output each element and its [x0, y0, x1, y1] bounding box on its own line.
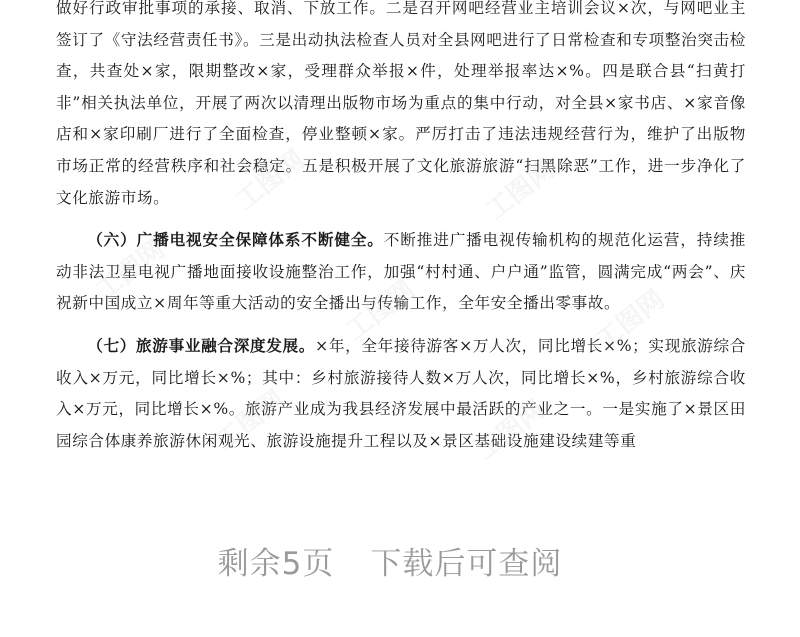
section-body-tourism: ×年，全年接待游客×万人次，同比增长×%；实现旅游综合收入×万元，同比增长×%；其中：乡村旅游接待人数×万人次，同比增长×%，乡村旅游综合收入×万元，同比增长×%。旅游产业成为我县经济发展中最活跃的产业之一。一是实施了×景区田园综合体康养旅游休闲观光、旅游设施提升工程以及×景区基础设施建设续建等重: [56, 336, 746, 450]
remaining-pages-count: 剩余5页: [217, 546, 335, 582]
section-heading-tourism: （七）旅游事业融合深度发展。: [87, 335, 316, 355]
paragraph-broadcast-safety: [56, 224, 746, 320]
watermark: 工图网: [590, 284, 671, 357]
watermark: 工图网: [230, 144, 311, 217]
remaining-pages-notice[interactable]: [0, 538, 780, 583]
watermark: 工图网: [210, 384, 291, 457]
paragraph-tourism-development: [56, 330, 746, 457]
paragraph-administrative-work: 做好行政审批事项的承接、取消、下放工作。二是召开网吧经营业主培训会议×次，与网吧业主签订了《守法经营责任书》。三是出动执法检查人员对全县网吧进行了日常检查和专项整治突击检查，共查处×家，限期整改×家，受理群众举报×件，处理举报率达×%。四是联合县“扫黄打非”相关执法单位，开展了两次以清理出版物市场为重点的集中行动，对全县×家书店、×家音像店和×家印刷厂进行了全面检查，停业整顿×家。严厉打击了违法违规经营行为，维护了出版物市场正常的经营秩序和社会稳定。五是积极开展了文化旅游旅游“扫黑除恶”工作，进一步净化了文化旅游市场。: [56, 0, 746, 207]
download-to-view-prompt: 下载后可查阅: [370, 546, 563, 582]
document-body: [56, 0, 746, 457]
watermark: 工图网: [340, 274, 421, 347]
watermark: 工图网: [480, 154, 561, 227]
watermark: 工图网: [90, 234, 171, 307]
section-heading-broadcast: （六）广播电视安全保障体系不断健全。: [87, 230, 384, 250]
section-body-broadcast: 不断推进广播电视传输机构的规范化运营，持续推动非法卫星电视广播地面接收设施整治工作，加强“村村通、户户通”监管，圆满完成“两会”、庆祝新中国成立×周年等重大活动的安全播出与传输工作，全年安全播出零事故。: [56, 231, 746, 313]
watermark: 工图网: [470, 394, 551, 467]
